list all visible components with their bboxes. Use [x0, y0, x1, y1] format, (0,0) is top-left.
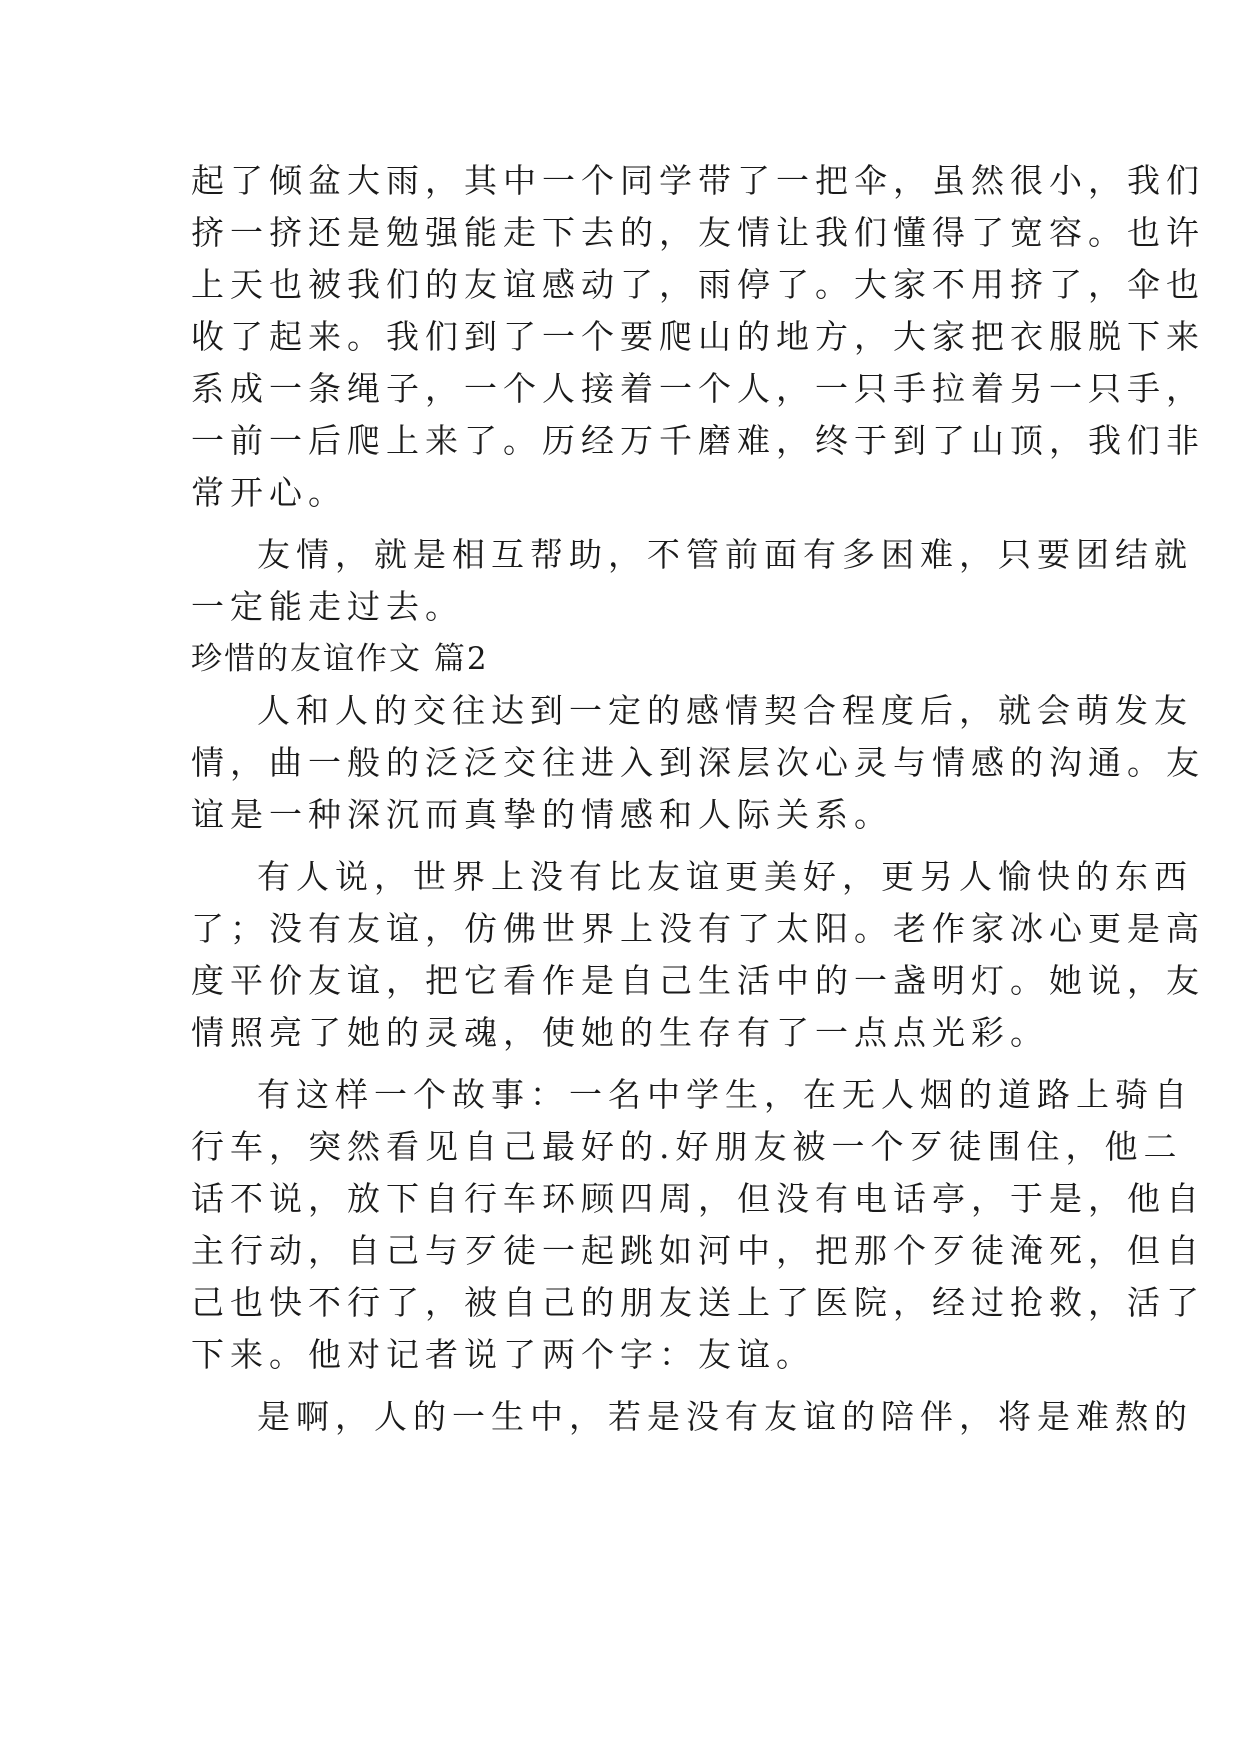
section-heading: 珍惜的友谊作文 篇2 — [191, 641, 489, 677]
paragraph-1 — [191, 155, 1205, 519]
text-line: 有这样一个故事：一名中学生，在无人烟的道路上骑自 — [257, 1075, 1193, 1114]
text-line: 系成一条绳子，一个人接着一个人，一只手拉着另一只手， — [191, 369, 1205, 408]
text-line: 友情，就是相互帮助，不管前面有多困难，只要团结就 — [257, 535, 1193, 574]
paragraph-6 — [191, 1391, 1193, 1443]
text-line: 话不说，放下自行车环顾四周，但没有电话亭，于是，他自 — [191, 1179, 1205, 1218]
text-line: 一前一后爬上来了。历经万千磨难，终于到了山顶，我们非 — [191, 421, 1205, 460]
text-line: 人和人的交往达到一定的感情契合程度后，就会萌发友 — [257, 691, 1193, 730]
text-line: 起了倾盆大雨，其中一个同学带了一把伞，虽然很小，我们 — [191, 161, 1205, 200]
text-line: 度平价友谊，把它看作是自己生活中的一盏明灯。她说，友 — [191, 961, 1205, 1000]
text-line: 下来。他对记者说了两个字：友谊。 — [191, 1335, 815, 1374]
text-line: 谊是一种深沉而真挚的情感和人际关系。 — [191, 795, 893, 834]
text-line: 是啊，人的一生中，若是没有友谊的陪伴，将是难熬的 — [257, 1397, 1193, 1436]
text-line: 情，曲一般的泛泛交往进入到深层次心灵与情感的沟通。友 — [191, 743, 1205, 782]
text-line: 常开心。 — [191, 473, 347, 512]
paragraph-5 — [191, 1069, 1205, 1381]
text-line: 有人说，世界上没有比友谊更美好，更另人愉快的东西 — [257, 857, 1193, 896]
text-line: 一定能走过去。 — [191, 587, 464, 626]
text-line: 己也快不行了，被自己的朋友送上了医院，经过抢救，活了 — [191, 1283, 1205, 1322]
document-page — [191, 155, 1205, 1443]
text-line: 挤一挤还是勉强能走下去的，友情让我们懂得了宽容。也许 — [191, 213, 1205, 252]
text-line: 上天也被我们的友谊感动了，雨停了。大家不用挤了，伞也 — [191, 265, 1205, 304]
text-line: 了；没有友谊，仿佛世界上没有了太阳。老作家冰心更是高 — [191, 909, 1205, 948]
paragraph-2 — [191, 529, 1193, 633]
paragraph-3 — [191, 685, 1205, 841]
paragraph-4 — [191, 851, 1205, 1059]
text-line: 收了起来。我们到了一个要爬山的地方，大家把衣服脱下来 — [191, 317, 1205, 356]
text-line: 行车，突然看见自己最好的.好朋友被一个歹徒围住，他二 — [191, 1127, 1183, 1166]
text-line: 主行动，自己与歹徒一起跳如河中，把那个歹徒淹死，但自 — [191, 1231, 1205, 1270]
text-line: 情照亮了她的灵魂，使她的生存有了一点点光彩。 — [191, 1013, 1049, 1052]
